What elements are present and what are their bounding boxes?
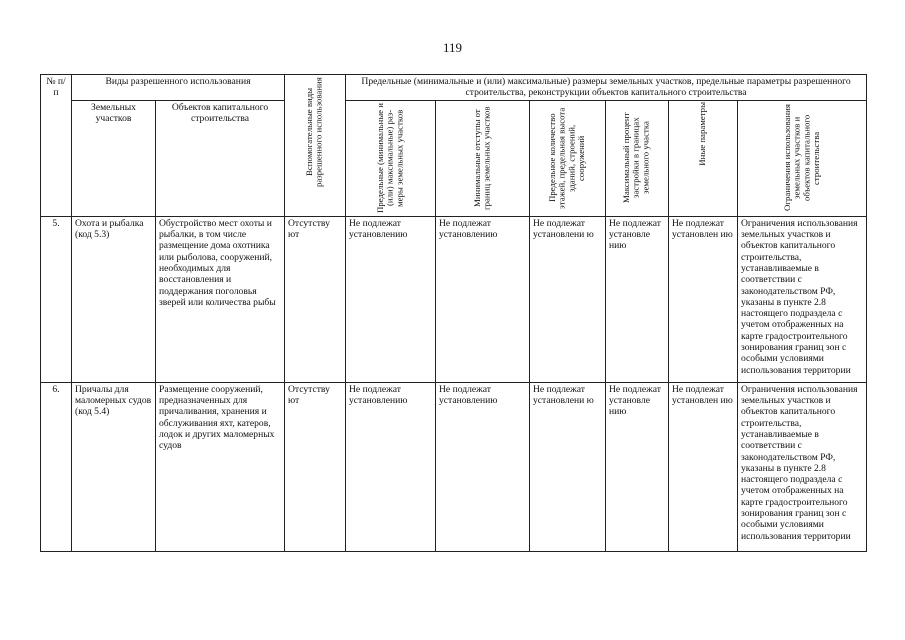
page-number: 119 — [442, 40, 463, 55]
col-types-header: Виды разрешенного использования — [72, 75, 285, 101]
coverage-cell: Не подлежат установле нию — [606, 216, 669, 382]
row-number: 6. — [41, 382, 72, 551]
table-row — [41, 382, 867, 551]
col-other-header — [669, 100, 738, 216]
col-auxiliary-label: Вспомогательные виды разрешенного использования — [304, 77, 324, 187]
col-restrictions-header — [738, 100, 867, 216]
capital-construction-cell: Размещение сооружений, предназначенных для причаливания, хранения и обслуживания яхт, катеров, лодок и других маломерных судов — [156, 382, 285, 551]
restrictions-cell: Ограничения использования земельных участков и объектов капитального строительства, устанавливаемые в соответствии с законодательством РФ, указаны в пункте 2.8 настоящего подраздела с учетом отображенных на карте градостроительного зонирования границ зон с особыми условиями использования территории — [738, 382, 867, 551]
col-num-header: № п/п — [41, 75, 72, 217]
auxiliary-cell: Отсутству ют — [285, 382, 346, 551]
setbacks-cell: Не подлежат установлению — [436, 216, 530, 382]
col-auxiliary-header — [285, 75, 346, 217]
col-other-label: Иные параметры — [697, 101, 708, 166]
table-row — [41, 216, 867, 382]
setbacks-cell: Не подлежат установлению — [436, 382, 530, 551]
col-setbacks-header — [436, 100, 530, 216]
other-cell: Не подлежат установлен ию — [669, 382, 738, 551]
col-coverage-header — [606, 100, 669, 216]
sizes-cell: Не подлежат установлению — [346, 216, 436, 382]
col-sizes-header — [346, 100, 436, 216]
col-limits-header: Предельные (минимальные и (или) максимальные) размеры земельных участков, предельные параметры разрешенного строительства, реконструкции объектов капитального строительства — [346, 75, 867, 101]
land-use-cell: Причалы для маломерных судов (код 5.4) — [72, 382, 156, 551]
restrictions-cell: Ограничения использования земельных участков и объектов капитального строительства, устанавливаемые в соответствии с законодательством РФ, указаны в пункте 2.8 настоящего подраздела с учетом отображенных на карте градостроительного зонирования границ зон с особыми условиями использования территории — [738, 216, 867, 382]
sizes-cell: Не подлежат установлению — [346, 382, 436, 551]
auxiliary-cell: Отсутству ют — [285, 216, 346, 382]
col-capital-header: Объектов капитального строительства — [156, 100, 285, 216]
col-coverage-label: Максимальный процент застройки в границах земельного участка — [621, 112, 651, 203]
row-number: 5. — [41, 216, 72, 382]
floors-cell: Не подлежат установлени ю — [530, 216, 606, 382]
coverage-cell: Не подлежат установле нию — [606, 382, 669, 551]
zoning-table — [40, 74, 867, 552]
capital-construction-cell: Обустройство мест охоты и рыбалки, в том числе размещение дома охотника или рыболова, сооружений, необходимых для восстановления и поддержания поголовья зверей или количества рыбы — [156, 216, 285, 382]
col-restrictions-label: Ограничения использования земельных участков и объектов капитального строительства — [781, 104, 821, 212]
land-use-cell: Охота и рыбалка (код 5.3) — [72, 216, 156, 382]
header-row-top — [41, 75, 867, 101]
col-setbacks-label: Минимальные отступы от границ земельных участков — [471, 105, 492, 210]
col-floors-label: Предельное количество этажей, предельная высота зданий, строений, сооружений — [547, 107, 587, 209]
floors-cell: Не подлежат установлени ю — [530, 382, 606, 551]
other-cell: Не подлежат установлен ию — [669, 216, 738, 382]
header-row-sub — [41, 100, 867, 216]
col-floors-header — [530, 100, 606, 216]
col-sizes-label: Предельные (минимальные и (или) максимальные) раз-меры земельных участков — [374, 102, 405, 213]
col-land-header: Земельных участков — [72, 100, 156, 216]
